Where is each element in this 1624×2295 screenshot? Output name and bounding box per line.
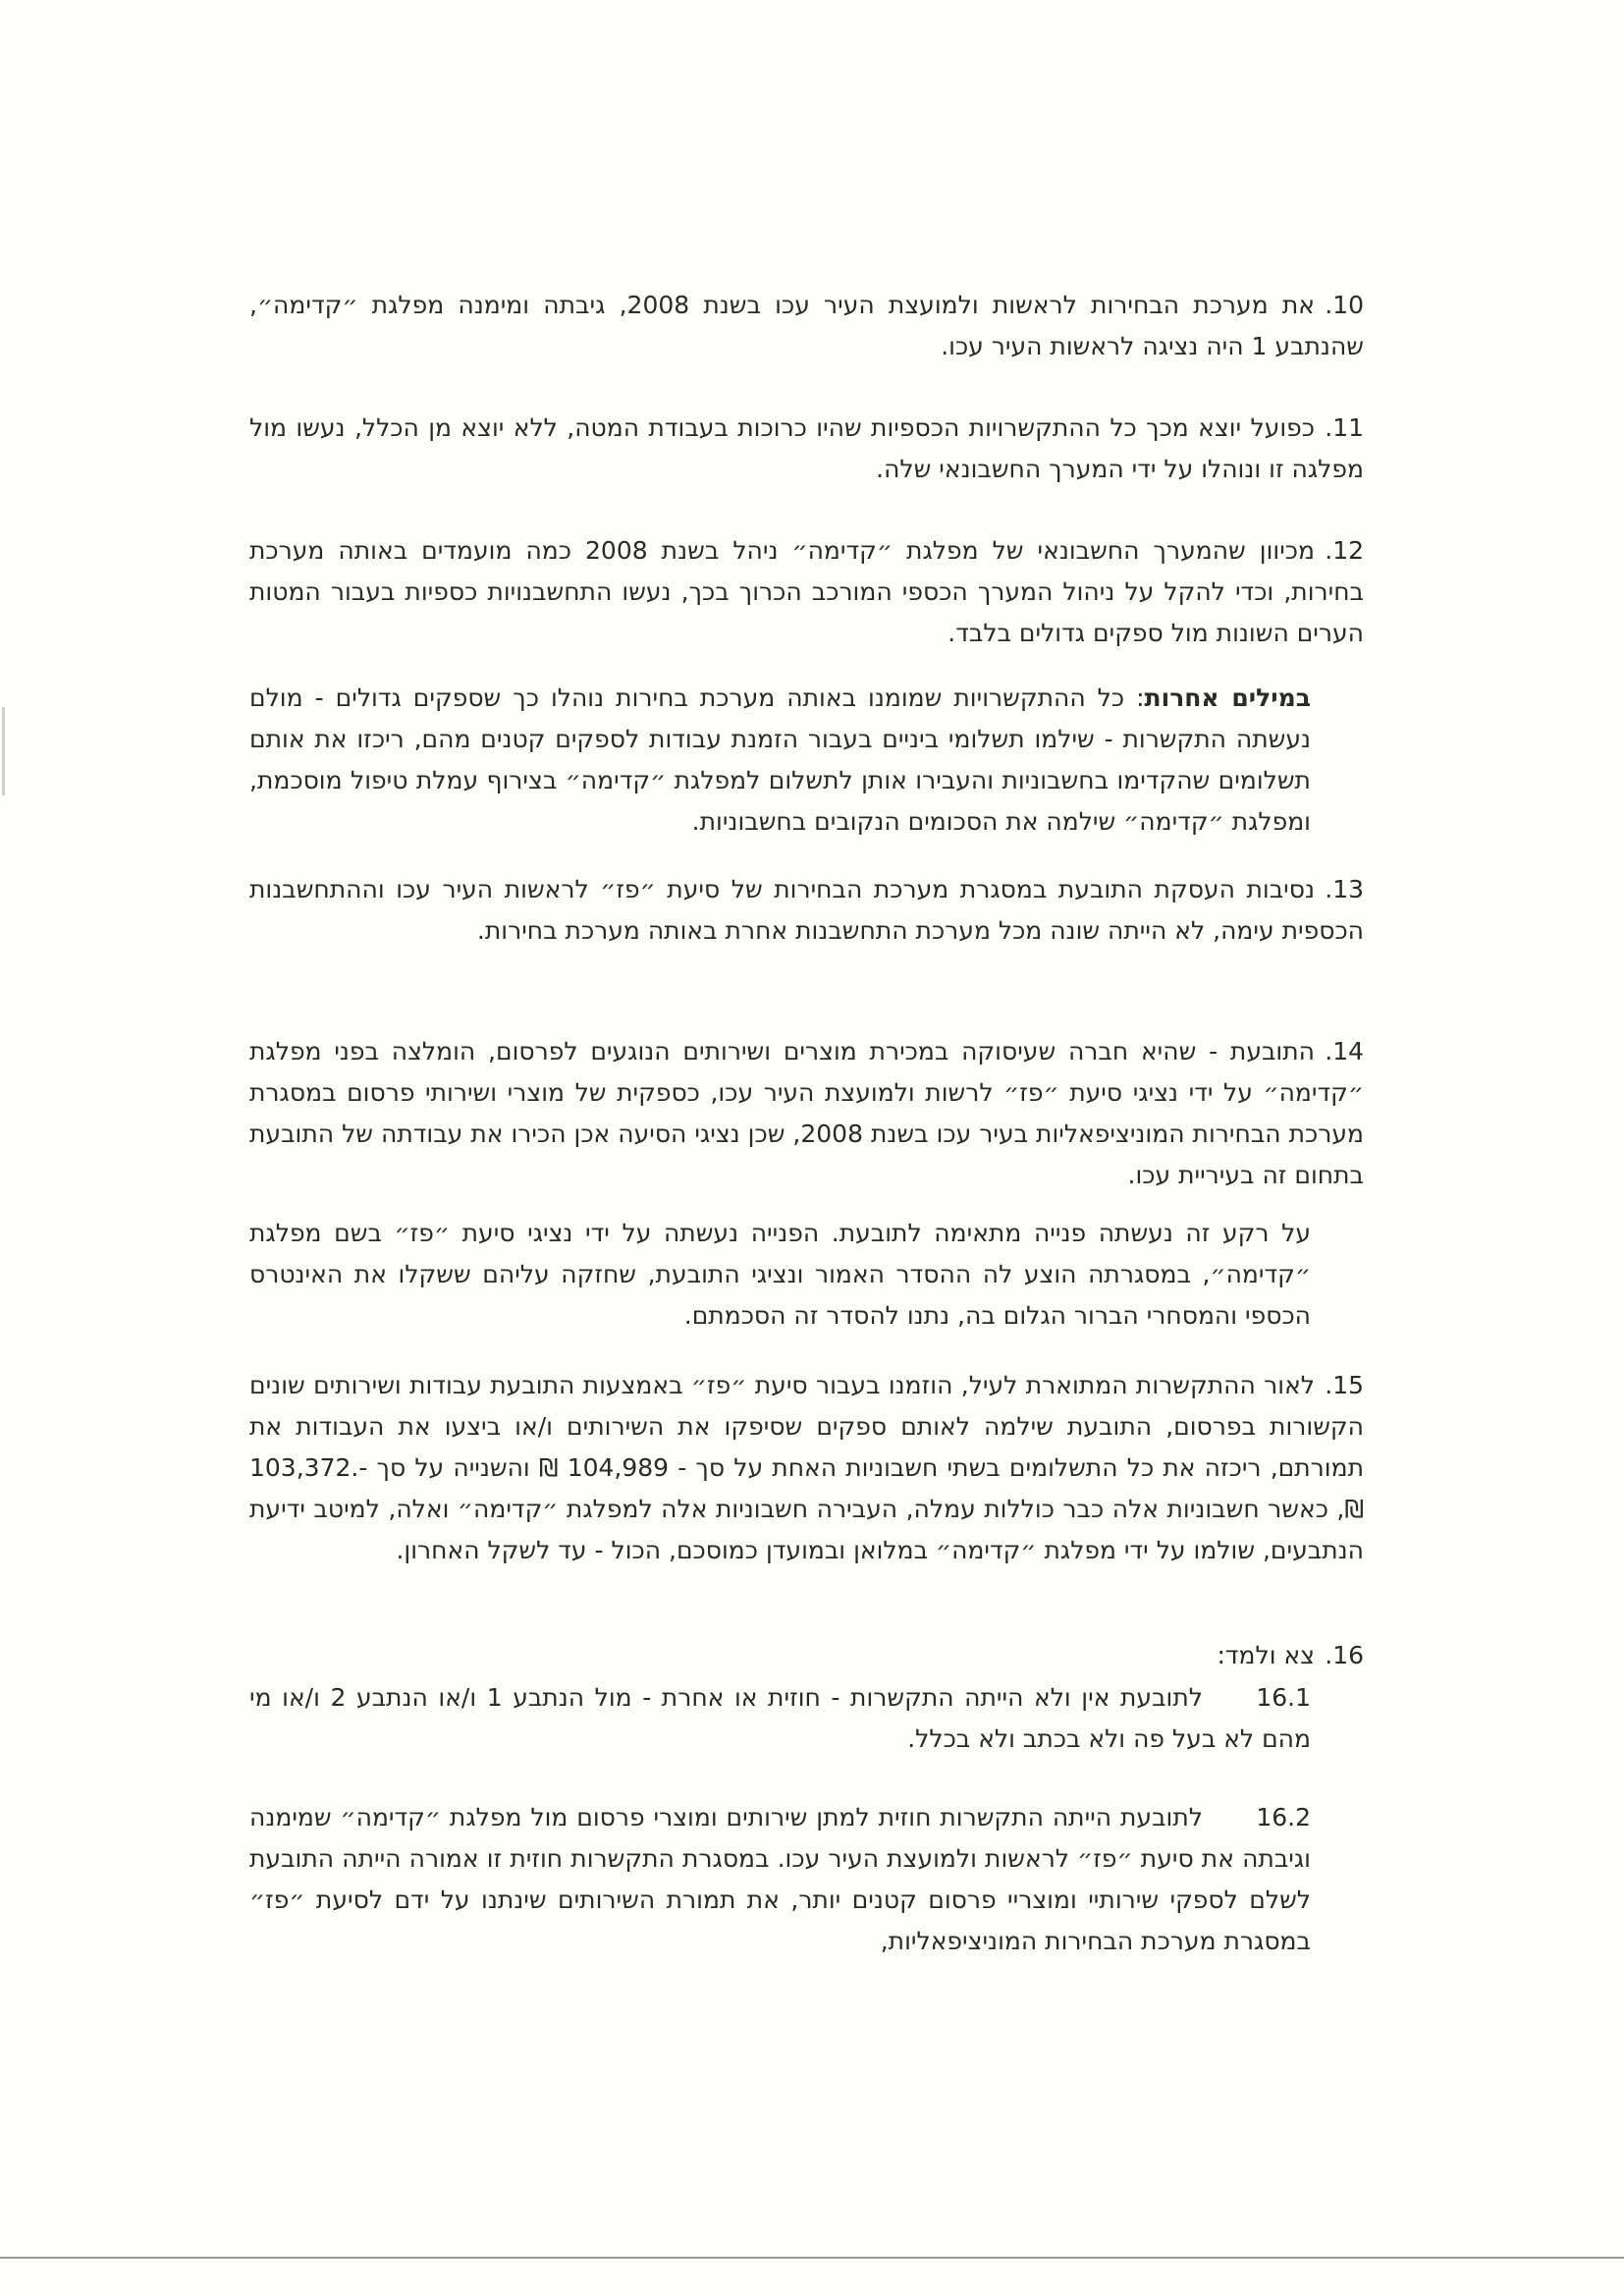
- sub-paragraph-number: 16.1: [1256, 1683, 1311, 1712]
- paragraph-text: נסיבות העסקת התובעת במסגרת מערכת הבחירות של סיעת ״פז״ לראשות העיר עכו וההתחשבנות הכספית עימה, לא הייתה שונה מכל מערכת התחשבנות אחרת באותה מערכת בחירות.: [249, 875, 1364, 945]
- paragraph-number: 10.: [1325, 291, 1365, 319]
- sub-paragraph-16-2: [249, 1797, 1311, 1974]
- paragraph-text: כפועל יוצא מכך כל ההתקשרויות הכספיות שהיו כרוכות בעבודת המטה, ללא יוצא מן הכלל, נעשו מול מפלגה זו ונוהלו על ידי המערך החשבונאי שלה.: [249, 413, 1364, 483]
- paragraph-13: [249, 869, 1364, 952]
- paragraph-14-continued: [249, 1213, 1364, 1337]
- sub-paragraph-16-1: [249, 1677, 1311, 1785]
- paragraph-text: : כל ההתקשרויות שמומנו באותה מערכת בחירות נוהלו כך שספקים גדולים - מולם נעשתה התקשרות - שילמו תשלומי ביניים בעבור הזמנת עבודות לספקים קטנים מהם, ריכזו את אותם תשלומים שהקדימו בחשבוניות והעבירו אותן לתשלום למפלגת ״קדימה״ בצירוף עמלת טיפול מוסכמת, ומפלגת ״קדימה״ שילמה את הסכומים הנקובים בחשבוניות.: [249, 683, 1311, 836]
- scan-edge-mark: [2, 707, 5, 795]
- paragraph-14: [249, 1031, 1364, 1196]
- paragraph-number: 12.: [1325, 536, 1364, 565]
- paragraph-number: 16.: [1325, 1641, 1364, 1669]
- paragraph-15: [249, 1365, 1364, 1571]
- paragraph-12-continued: [249, 678, 1364, 843]
- paragraph-text: לתובעת אין ולא הייתה התקשרות - חוזית או אחרת - מול הנתבע 1 ו/או הנתבע 2 ו/או מי מהם לא בעל פה ולא בכתב ולא בכלל.: [249, 1683, 1311, 1753]
- paragraph-number: 13.: [1325, 875, 1364, 903]
- paragraph-number: 15.: [1325, 1371, 1364, 1399]
- paragraph-number: 14.: [1325, 1037, 1364, 1066]
- paragraph-text: התובעת - שהיא חברה שעיסוקה במכירת מוצרים ושירותים הנוגעים לפרסום, הומלצה בפני מפלגת ״קדימה״ על ידי נציגי סיעת ״פז״ לרשות ולמועצת העיר עכו, כספקית של מוצרי ושירותי פרסום במסגרת מערכת הבחירות המוניציפאליות בעיר עכו בשנת 2008, שכן נציגי הסיעה אכן הכירו את עבודתה של התובעת בתחום זה בעיריית עכו.: [249, 1037, 1364, 1189]
- paragraph-text: לתובעת הייתה התקשרות חוזית למתן שירותים ומוצרי פרסום מול מפלגת ״קדימה״ שמימנה וגיבתה את סיעת ״פז״ לראשות ולמועצת העיר עכו. במסגרת התקשרות חוזית זו אמורה הייתה התובעת לשלם לספקי שירותיי ומוצריי פרסום קטנים יותר, את תמורת השירותים שינתנו על ידם לסיעת ״פז״ במסגרת מערכת הבחירות המוניציפאליות,: [249, 1803, 1311, 1955]
- emphasis-text: במילים אחרות: [1144, 683, 1311, 712]
- paragraph-16: [249, 1635, 1364, 1676]
- paragraph-11: [249, 408, 1364, 490]
- paragraph-text: צא ולמד:: [1217, 1641, 1315, 1669]
- sub-paragraph-number: 16.2: [1256, 1803, 1311, 1831]
- page-bottom-border: [0, 2257, 1624, 2259]
- paragraph-text: על רקע זה נעשתה פנייה מתאימה לתובעת. הפנייה נעשתה על ידי נציגי סיעת ״פז״ בשם מפלגת ״קדימה״, במסגרתה הוצע לה ההסדר האמור ונציגי התובעת, שחזקה עליהם ששקלו את האינטרס הכספי והמסחרי הברור הגלום בה, נתנו להסדר זה הסכמתם.: [249, 1219, 1311, 1330]
- paragraph-number: 11.: [1325, 413, 1364, 442]
- paragraph-text: לאור ההתקשרות המתוארת לעיל, הוזמנו בעבור סיעת ״פז״ באמצעות התובעת עבודות ושירותים שונים הקשורות בפרסום, התובעת שילמה לאותם ספקים שסיפקו את השירותים ו/או ביצעו את העבודות את תמורתם, ריכזה את כל התשלומים בשתי חשבוניות האחת על סך - 104,989 ₪ והשנייה על סך -.103,372 ₪, כאשר חשבוניות אלה כבר כוללות עמלה, העבירה חשבוניות אלה למפלגת ״קדימה״ ואלה, למיטב ידיעת הנתבעים, שולמו על ידי מפלגת ״קדימה״ במלואן ובמועדן כמוסכם, הכול - עד לשקל האחרון.: [249, 1371, 1365, 1564]
- paragraph-12: [249, 530, 1364, 654]
- paragraph-10: [249, 285, 1364, 367]
- paragraph-text: את מערכת הבחירות לראשות ולמועצת העיר עכו בשנת 2008, גיבתה ומימנה מפלגת ״קדימה״, שהנתבע 1 היה נציגה לראשות העיר עכו.: [249, 291, 1364, 360]
- paragraph-text: מכיוון שהמערך החשבונאי של מפלגת ״קדימה״ ניהל בשנת 2008 כמה מועמדים באותה מערכת בחירות, וכדי להקל על ניהול המערך הכספי המורכב הכרוך בכך, נעשו התחשבנויות כספיות בעבור המטות הערים השונות מול ספקים גדולים בלבד.: [249, 536, 1364, 647]
